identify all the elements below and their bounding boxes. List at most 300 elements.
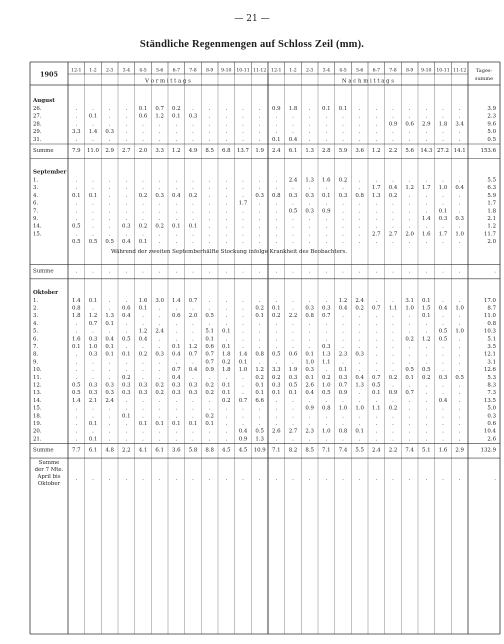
cell-value: . <box>92 106 94 112</box>
cell-value: . <box>108 367 111 374</box>
cell-value: 0.1 <box>205 336 214 343</box>
row-total: 0.6 <box>487 421 496 427</box>
day-label: 20. <box>33 428 42 435</box>
cell-value: . <box>108 136 111 143</box>
cell-value: 0.2 <box>338 177 348 184</box>
cell-value: . <box>292 421 294 427</box>
cell-value: . <box>442 421 444 427</box>
cell-value: . <box>108 359 111 366</box>
cell-value: . <box>275 177 278 184</box>
cell-value: . <box>275 216 278 222</box>
cell-value: . <box>108 231 111 238</box>
cell-value: . <box>292 320 294 327</box>
cell-value: . <box>292 121 294 128</box>
hour-label: 3-4 <box>322 68 331 74</box>
cell-value: 0.8 <box>355 192 364 199</box>
cell-value: 0.4 <box>138 336 148 343</box>
cell-value: . <box>458 177 461 184</box>
cell-value: . <box>142 374 144 381</box>
cell-value: 0.1 <box>405 374 414 381</box>
row-total: 0.8 <box>487 320 496 327</box>
cell-value: . <box>258 297 261 304</box>
cell-value: . <box>75 413 78 420</box>
cell-value: . <box>125 106 128 112</box>
cell-value: 1.3 <box>322 351 331 358</box>
cell-value: . <box>192 106 194 112</box>
cell-value: . <box>142 320 144 327</box>
cell-value: . <box>408 405 411 412</box>
cell-value: . <box>375 297 378 304</box>
cell-value: . <box>375 328 378 335</box>
cell-value: 0.2 <box>405 336 414 343</box>
cell-value: . <box>408 216 411 222</box>
cell-value: . <box>342 397 344 404</box>
cell-value: . <box>208 374 211 381</box>
cell-value: . <box>258 421 261 427</box>
cell-value: . <box>342 336 344 343</box>
cell-value: . <box>125 177 128 184</box>
cell-value: . <box>108 192 111 199</box>
cell-value: 7.4 <box>405 447 414 454</box>
cell-value: 0.4 <box>188 367 198 374</box>
cell-value: . <box>192 200 194 207</box>
cell-value: . <box>275 413 278 420</box>
cell-value: . <box>225 208 228 215</box>
cell-value: 5.6 <box>405 148 414 154</box>
cell-value: 0.2 <box>155 223 164 230</box>
day-label: 27. <box>33 113 42 120</box>
cell-value: . <box>325 185 328 192</box>
cell-value: . <box>258 268 261 275</box>
cell-value: 4.1 <box>138 447 148 454</box>
cell-value: 0.4 <box>388 185 398 192</box>
cell-value: . <box>192 336 194 343</box>
cell-value: . <box>458 336 461 343</box>
cell-value: . <box>192 208 194 215</box>
cell-value: . <box>425 397 428 404</box>
cell-value: . <box>108 113 111 120</box>
day-label: 12. <box>33 382 42 389</box>
cell-value: 1.3 <box>372 192 381 199</box>
cell-value: 1.6 <box>322 177 331 184</box>
cell-value: 0.7 <box>205 351 214 358</box>
cell-value: 0.7 <box>205 359 214 366</box>
cell-value: . <box>408 129 411 136</box>
cell-value: . <box>92 268 94 275</box>
cell-value: . <box>308 476 311 483</box>
cell-value: . <box>375 351 378 358</box>
row-total: 3.9 <box>487 106 496 112</box>
row-total: . <box>494 268 496 275</box>
cell-value: . <box>442 136 444 143</box>
cell-value: . <box>92 136 94 143</box>
cell-value: . <box>125 397 128 404</box>
cell-value: . <box>192 320 194 327</box>
cell-value: . <box>108 223 111 230</box>
cell-value: . <box>325 320 328 327</box>
cell-value: . <box>458 136 461 143</box>
cell-value: . <box>442 129 444 136</box>
row-total: 11.7 <box>483 231 496 238</box>
hour-label: 4-5 <box>339 68 347 74</box>
cell-value: . <box>392 382 394 389</box>
cell-value: . <box>408 397 411 404</box>
cell-value: . <box>125 136 128 143</box>
cell-value: . <box>375 216 378 222</box>
cell-value: . <box>175 136 178 143</box>
cell-value: . <box>308 421 311 427</box>
nachmittags-label: N a c h m i t t a g s <box>341 78 395 85</box>
cell-value: 0.1 <box>272 305 281 312</box>
final-label: Summe <box>38 460 60 467</box>
cell-value: . <box>208 476 211 483</box>
cell-value: . <box>425 239 428 246</box>
day-label: 6. <box>33 336 39 343</box>
cell-value: 0.3 <box>288 192 298 199</box>
cell-value: 1.5 <box>422 305 431 312</box>
cell-value: 0.1 <box>105 320 114 327</box>
cell-value: . <box>408 428 411 435</box>
cell-value: . <box>425 359 428 366</box>
cell-value: . <box>458 476 461 483</box>
cell-value: 0.3 <box>172 390 181 397</box>
cell-value: . <box>242 121 244 128</box>
cell-value: . <box>258 405 261 412</box>
cell-value: . <box>75 421 78 427</box>
cell-value: . <box>225 185 228 192</box>
cell-value: . <box>275 223 278 230</box>
cell-value: . <box>275 436 278 443</box>
cell-value: . <box>342 200 344 207</box>
cell-value: 2.4 <box>105 397 114 404</box>
cell-value: . <box>375 136 378 143</box>
cell-value: 2.8 <box>322 148 331 154</box>
page-title: Ständliche Regenmengen auf Schloss Zeil (mm). <box>139 39 365 50</box>
day-label: 14. <box>33 397 42 404</box>
cell-value: . <box>192 397 194 404</box>
cell-value: . <box>258 113 261 120</box>
cell-value: . <box>458 200 461 207</box>
cell-value: 13.7 <box>236 148 250 154</box>
cell-value: 0.3 <box>322 305 331 312</box>
cell-value: 0.3 <box>305 305 314 312</box>
cell-value: . <box>108 216 111 222</box>
cell-value: . <box>258 231 261 238</box>
cell-value: 0.5 <box>288 382 298 389</box>
cell-value: . <box>158 413 161 420</box>
cell-value: . <box>292 129 294 136</box>
cell-value: 0.1 <box>255 390 264 397</box>
cell-value: . <box>208 305 211 312</box>
cell-value: 0.3 <box>288 374 298 381</box>
cell-value: 0.3 <box>122 382 131 389</box>
cell-value: 0.3 <box>122 223 131 230</box>
cell-value: . <box>358 136 361 143</box>
cell-value: 1.9 <box>288 367 298 374</box>
cell-value: 0.9 <box>388 390 398 397</box>
cell-value: . <box>125 231 128 238</box>
cell-value: 6.6 <box>255 397 264 404</box>
cell-value: . <box>158 185 161 192</box>
hour-label: 5-6 <box>155 68 164 74</box>
cell-value: . <box>342 476 344 483</box>
cell-value: 0.2 <box>422 374 431 381</box>
cell-value: . <box>325 421 328 427</box>
cell-value: 0.4 <box>172 192 181 199</box>
cell-value: . <box>308 113 311 120</box>
cell-value: . <box>458 421 461 427</box>
cell-value: . <box>242 185 244 192</box>
cell-value: . <box>225 268 228 275</box>
cell-value: 5.9 <box>338 148 348 154</box>
cell-value: . <box>308 185 311 192</box>
cell-value: . <box>342 320 344 327</box>
cell-value: 8.8 <box>205 447 214 454</box>
cell-value: . <box>92 216 94 222</box>
cell-value: 1.7 <box>372 185 381 192</box>
cell-value: . <box>392 268 394 275</box>
cell-value: 0.8 <box>272 192 281 199</box>
cell-value: . <box>458 239 461 246</box>
cell-value: . <box>308 297 311 304</box>
cell-value: . <box>158 208 161 215</box>
cell-value: . <box>225 313 228 320</box>
hour-label: 2-3 <box>105 68 114 74</box>
cell-value: 0.9 <box>272 106 281 112</box>
cell-value: . <box>92 374 94 381</box>
cell-value: . <box>242 208 244 215</box>
cell-value: . <box>242 374 244 381</box>
cell-value: 0.2 <box>255 374 264 381</box>
cell-value: . <box>125 297 128 304</box>
cell-value: . <box>442 476 444 483</box>
cell-value: 0.4 <box>455 185 464 192</box>
cell-value: 0.1 <box>72 192 81 199</box>
cell-value: . <box>242 305 244 312</box>
cell-value: . <box>225 216 228 222</box>
cell-value: . <box>458 344 461 350</box>
cell-value: . <box>225 297 228 304</box>
cell-value: . <box>75 367 78 374</box>
cell-value: 0.7 <box>405 390 414 397</box>
cell-value: . <box>392 208 394 215</box>
cell-value: . <box>175 208 178 215</box>
cell-value: . <box>275 336 278 343</box>
cell-value: . <box>75 113 78 120</box>
hour-label: 12-1 <box>71 68 82 74</box>
cell-value: . <box>408 313 411 320</box>
row-total: 2.0 <box>487 239 496 246</box>
day-label: 10. <box>33 367 42 374</box>
cell-value: 0.4 <box>122 239 131 246</box>
cell-value: . <box>325 121 328 128</box>
cell-value: 0.1 <box>222 344 231 350</box>
cell-value: 0.9 <box>322 208 331 215</box>
cell-value: . <box>358 239 361 246</box>
cell-value: . <box>108 436 111 443</box>
cell-value: 2.9 <box>455 447 464 454</box>
cell-value: . <box>142 344 144 350</box>
cell-value: . <box>442 436 444 443</box>
cell-value: . <box>208 428 211 435</box>
cell-value: . <box>192 328 194 335</box>
cell-value: . <box>242 313 244 320</box>
cell-value: 0.1 <box>222 382 231 389</box>
cell-value: . <box>358 113 361 120</box>
cell-value: 0.7 <box>172 367 181 374</box>
cell-value: . <box>425 382 428 389</box>
cell-value: . <box>158 216 161 222</box>
cell-value: . <box>458 320 461 327</box>
cell-value: . <box>158 344 161 350</box>
cell-value: . <box>192 231 194 238</box>
cell-value: 0.1 <box>72 344 81 350</box>
cell-value: . <box>392 344 394 350</box>
cell-value: 0.3 <box>188 390 198 397</box>
cell-value: . <box>392 216 394 222</box>
row-total: 6.3 <box>487 185 496 192</box>
cell-value: . <box>458 223 461 230</box>
cell-value: . <box>125 367 128 374</box>
cell-value: 0.4 <box>338 305 348 312</box>
cell-value: . <box>308 106 311 112</box>
cell-value: 7.4 <box>338 447 348 454</box>
hour-label: 8-9 <box>205 68 214 74</box>
cell-value: . <box>175 239 178 246</box>
day-label: 2. <box>33 305 39 312</box>
cell-value: . <box>392 313 394 320</box>
cell-value: . <box>225 374 228 381</box>
cell-value: . <box>258 239 261 246</box>
cell-value: . <box>408 413 411 420</box>
cell-value: . <box>408 177 411 184</box>
cell-value: . <box>375 320 378 327</box>
cell-value: . <box>425 106 428 112</box>
cell-value: 0.7 <box>188 351 198 358</box>
cell-value: . <box>92 405 94 412</box>
cell-value: . <box>425 208 428 215</box>
cell-value: 0.3 <box>188 382 198 389</box>
cell-value: . <box>258 320 261 327</box>
cell-value: . <box>92 428 94 435</box>
cell-value: 0.1 <box>222 328 231 335</box>
cell-value: . <box>142 313 144 320</box>
cell-value: . <box>458 397 461 404</box>
cell-value: . <box>242 421 244 427</box>
cell-value: . <box>175 200 178 207</box>
day-label: 19. <box>33 421 42 427</box>
hour-label: 9-10 <box>221 68 232 74</box>
hour-label: 4-5 <box>139 68 147 74</box>
hour-label: 10-11 <box>236 68 250 74</box>
cell-value: . <box>108 405 111 412</box>
cell-value: . <box>342 413 344 420</box>
cell-value: . <box>158 305 161 312</box>
cell-value: 0.3 <box>155 351 164 358</box>
cell-value: . <box>142 397 144 404</box>
cell-value: . <box>442 382 444 389</box>
cell-value: . <box>142 216 144 222</box>
cell-value: 0.3 <box>138 382 148 389</box>
cell-value: . <box>175 129 178 136</box>
cell-value: . <box>158 129 161 136</box>
cell-value: 1.0 <box>438 185 448 192</box>
cell-value: 1.4 <box>422 216 431 222</box>
cell-value: . <box>308 239 311 246</box>
cell-value: . <box>392 436 394 443</box>
day-label: 4. <box>33 192 39 199</box>
cell-value: . <box>358 208 361 215</box>
cell-value: . <box>375 421 378 427</box>
cell-value: . <box>275 239 278 246</box>
cell-value: . <box>275 113 278 120</box>
cell-value: 0.5 <box>105 239 114 246</box>
cell-value: 0.2 <box>138 351 148 358</box>
cell-value: . <box>258 136 261 143</box>
cell-value: . <box>125 121 128 128</box>
cell-value: 0.9 <box>238 436 248 443</box>
cell-value: 1.2 <box>422 336 431 343</box>
cell-value: 1.0 <box>88 344 98 350</box>
cell-value: 0.6 <box>288 351 298 358</box>
cell-value: . <box>242 413 244 420</box>
cell-value: . <box>175 476 178 483</box>
row-total: 5.0 <box>487 129 496 136</box>
day-label: 1. <box>33 297 39 304</box>
cell-value: 0.1 <box>338 367 348 374</box>
cell-value: 0.1 <box>238 359 248 366</box>
cell-value: . <box>392 328 394 335</box>
cell-value: 0.1 <box>88 192 98 199</box>
cell-value: 0.4 <box>438 397 448 404</box>
cell-value: . <box>275 208 278 215</box>
day-label: 9. <box>33 216 39 222</box>
cell-value: 0.3 <box>338 192 348 199</box>
cell-value: . <box>108 200 111 207</box>
cell-value: 3.3 <box>155 148 164 154</box>
cell-value: 1.0 <box>338 405 348 412</box>
cell-value: . <box>442 313 444 320</box>
cell-value: 0.4 <box>305 390 314 397</box>
cell-value: . <box>142 231 144 238</box>
tagessumme-label: summe <box>474 76 494 82</box>
cell-value: . <box>292 231 294 238</box>
cell-value: 0.4 <box>105 336 114 343</box>
cell-value: . <box>75 436 78 443</box>
cell-value: 0.3 <box>305 208 314 215</box>
cell-value: 7.1 <box>322 447 331 454</box>
cell-value: 1.8 <box>222 367 231 374</box>
cell-value: . <box>408 192 411 199</box>
cell-value: . <box>75 121 78 128</box>
cell-value: . <box>125 421 128 427</box>
cell-value: . <box>158 374 161 381</box>
cell-value: . <box>225 413 228 420</box>
cell-value: 0.7 <box>155 106 164 112</box>
cell-value: . <box>125 344 128 350</box>
cell-value: . <box>208 405 211 412</box>
cell-value: 0.9 <box>338 390 348 397</box>
cell-value: . <box>342 129 344 136</box>
cell-value: . <box>325 397 328 404</box>
cell-value: . <box>142 359 144 366</box>
day-label: 28. <box>33 121 42 128</box>
cell-value: . <box>325 239 328 246</box>
cell-value: . <box>458 367 461 374</box>
cell-value: . <box>342 185 344 192</box>
cell-value: 27.2 <box>436 148 450 154</box>
cell-value: . <box>408 113 411 120</box>
